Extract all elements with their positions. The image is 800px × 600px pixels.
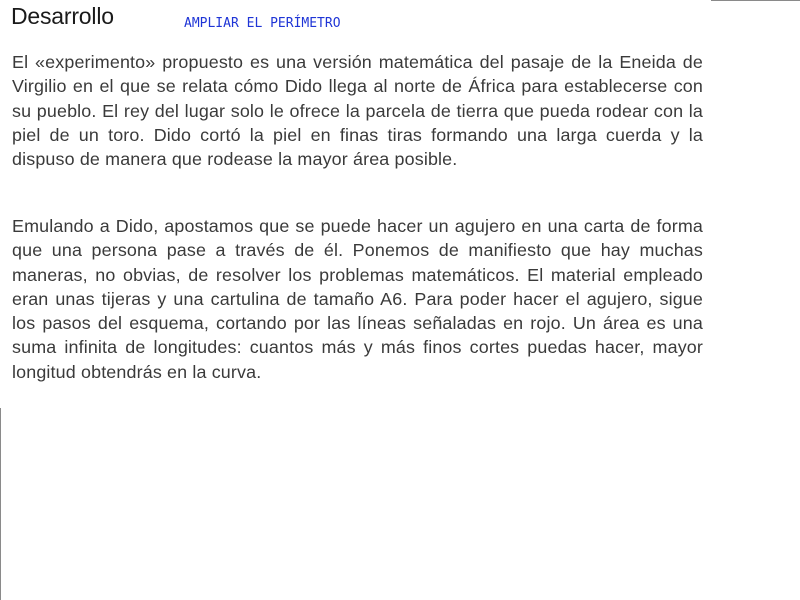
left-border-line <box>0 408 1 600</box>
ampliar-perimetro-link[interactable]: AMPLIAR EL PERÍMETRO <box>184 16 341 31</box>
section-heading: Desarrollo <box>11 3 114 29</box>
top-border-line <box>711 0 800 1</box>
paragraph-dido-story: El «experimento» propuesto es una versión matemática del pasaje de la Eneida de Virgilio en el que se relata cómo Dido llega al norte de África para establecerse con su pueblo. El rey del lugar solo le ofrece la parcela de tierra que pueda rodear con la piel de un toro. Dido cortó la piel en finas tiras formando una larga cuerda y la dispuso de manera que rodease la mayor área posible. <box>12 52 703 170</box>
paragraph-experiment: Emulando a Dido, apostamos que se puede hacer un agujero en una carta de forma que una persona pase a través de él. Ponemos de manifiesto que hay muchas maneras, no obvias, de resolver los problemas matemáticos. El material empleado eran unas tijeras y una cartulina de tamaño A6. Para poder hacer el agujero, sigue los pasos del esquema, cortando por las líneas señaladas en rojo. Un área es una suma infinita de longitudes: cuantos más y más finos cortes puedas hacer, mayor longitud obtendrás en la curva. <box>12 216 703 382</box>
